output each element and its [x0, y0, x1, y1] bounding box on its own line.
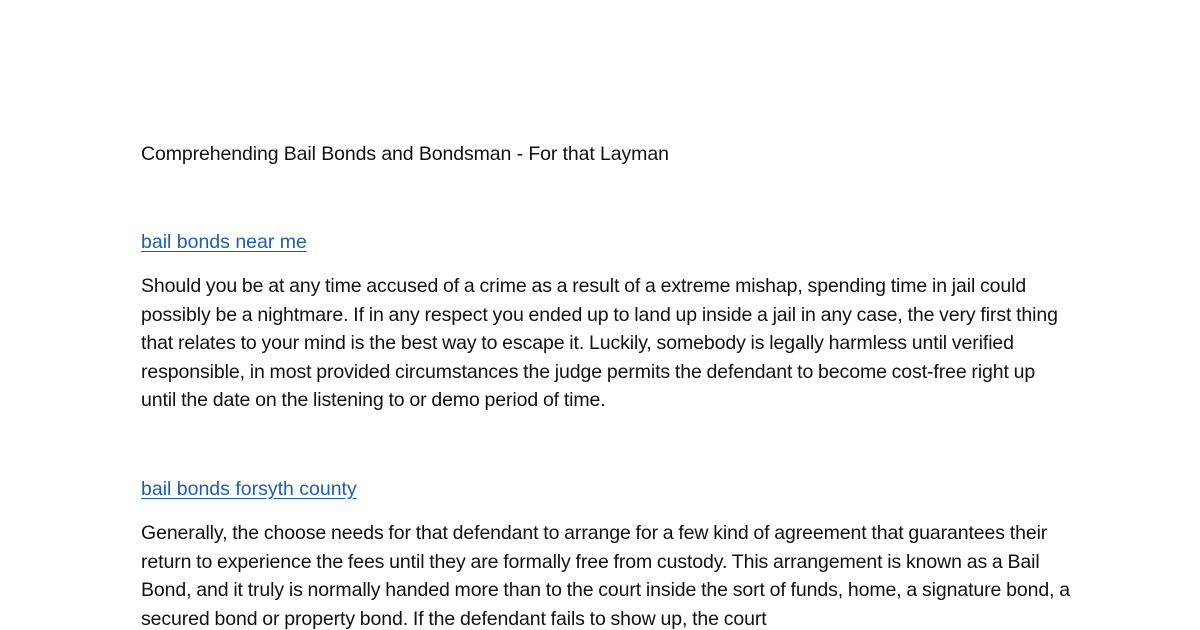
document-title: Comprehending Bail Bonds and Bondsman - For that Layman — [141, 143, 669, 165]
section-2-paragraph: Generally, the choose needs for that defendant to arrange for a few kind of agreement that guarantees their return to experience the fees until they are formally free from custody. This arrangement is known as a Bail Bond, and it truly is normally handed more than to the court inside the sort of funds, home, a signature bond, a secured bond or property bond. If the defendant fails to show up, the court — [141, 521, 1070, 630]
document-body — [141, 140, 1071, 630]
bail-bonds-near-me-link[interactable]: bail bonds near me — [141, 231, 307, 253]
bail-bonds-forsyth-county-link[interactable]: bail bonds forsyth county — [141, 477, 357, 500]
spacer — [141, 415, 1071, 475]
section-1-paragraph: Should you be at any time accused of a crime as a result of a extreme mishap, spending time in jail could possibly be a nightmare. If in any respect you ended up to land up inside a jail in any case, the very first thing that relates to your mind is the best way to escape it. Luckily, somebody is legally harmless until verified responsible, in most provided circumstances the judge permits the defendant to become cost-free right up until the date on the listening to or demo period of time. — [141, 275, 1058, 412]
section-2-link-line — [141, 475, 1071, 503]
spacer — [141, 168, 1071, 228]
section-1-link-line — [141, 228, 1071, 256]
spacer — [141, 503, 1071, 519]
spacer — [141, 256, 1071, 272]
